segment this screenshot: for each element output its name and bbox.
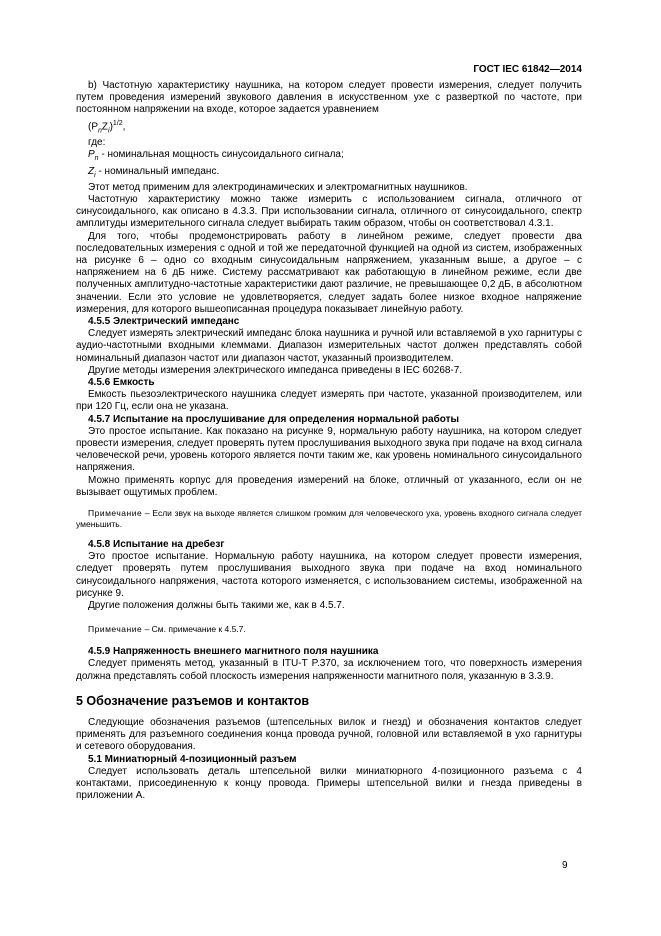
where-label: где: [88,137,106,149]
paragraph: Другие методы измерения электрического импеданса приведены в IEC 60268-7. [88,364,463,376]
paragraph: Это простое испытание. Как показано на рисунке 9, нормальную работу наушника, на котором следует провести измерения, следует проверять путем прослушивания выходного звука при подаче на вход сигнала человеческой речи, уровень которого является почти таким же, как уровень номинального синусоидального напряжения. [76,425,583,474]
paragraph: Для того, чтобы продемонстрировать работу в линейном режиме, следует провести два последовательных измерения с одной и той же передаточной функцией на одной из систем, изображенных на рисунке 6 – одно со входным синусоидальным напряжением, указанным выше, а другое – с напряжением на 6 дБ ниже. Систему рассматривают как работающую в линейном режиме, если две полученных амплитудно-частотные характеристики дают различие, не превышающее 0,2 дБ, в абсолютном значении. Если это условие не удовлетворяется, следует задать более низкое входное напряжение измерения, для которого вышеописанная процедура показывает линейную работу. [76,230,582,315]
section-heading-4-5-9: 4.5.9 Напряженность внешнего магнитного поля наушника [88,646,379,658]
paragraph: Следующие обозначения разъемов (штепсельных вилок и гнезд) и обозначения контактов следует применять для разъемного соединения конца провода ручной, головной или вставляемой в ухо гарнитуры и сетевого оборудования. [76,717,582,753]
document-header: ГОСТ IEC 61842—2014 [473,64,582,75]
document-body [76,80,582,802]
paragraph: Можно применять корпус для проведения измерений на блоке, отличный от указанного, если он не вызывает ощутимых проблем. [76,474,582,498]
page-number: 9 [562,860,568,871]
paragraph: Следует измерять электрический импеданс блока наушника и ручной или вставляемой в ухо гарнитуры с аудио-частотными входными клеммами. Диапазон измерительных частот должен представлять собой номинальный диапазон частот или диапазон частот, указанный производителем. [76,328,582,364]
section-heading-4-5-5: 4.5.5 Электрический импеданс [88,315,240,327]
section-heading-4-5-7: 4.5.7 Испытание на прослушивание для определения нормальной работы [88,413,460,425]
section-heading-5-1: 5.1 Миниатюрный 4-позиционный разъем [88,753,297,765]
paragraph: Этот метод применим для электродинамических и электромагнитных наушников. [88,181,468,193]
paragraph: Частотную характеристику можно также измерить с использованием сигнала, отличного от синусоидального, как описано в 4.3.3. При использовании сигнала, отличного от синусоидального, спектр амплитуды измерительного сигнала следует выбирать таким образом, чтобы он соответствовал 4.3.1. [76,193,582,230]
note: Примечание – См. примечание к 4.5.7. [88,624,246,635]
paragraph: b) Частотную характеристику наушника, на котором следует провести измерения, следует получить путем проведения измерений звукового давления в искусственном ухе с разверткой по частоте, при постоянном напряжении на входе, которое задается уравнением [76,80,582,116]
formula: $(P_nZ_i)^{1/2}$, [88,119,126,134]
note: Примечание – Если звук на выходе является слишком громким для человеческого уха, уровень входного сигнала следует уменьшить. [76,508,582,530]
paragraph: Другие положения должны быть такими же, как в 4.5.7. [88,600,345,612]
paragraph: Следует использовать деталь штепсельной вилки миниатюрного 4-позиционного разъема с 4 контактами, присоединенную к концу провода. Примеры штепсельной вилки и гнезда приведены в приложении А. [76,765,582,802]
paragraph: Следует применять метод, указанный в ITU-T P.370, за исключением того, что поверхность измерения должна представлять собой плоскость измерения напряженности магнитного поля, указанную в 3.3.9. [76,658,582,682]
definition-zi: $Z_i$ - номинальный импеданс. [88,165,220,179]
section-heading-4-5-6: 4.5.6 Емкость [88,377,155,388]
paragraph: Это простое испытание. Нормальную работу наушника, на котором следует провести измерения, следует проверять путем прослушивания выходного звука при подаче на вход номинального синусоидального напряжения, частота которого изменяется, с использованием системы, изображенной на рисунке 9. [76,551,582,599]
definition-pn: $P_n$ - номинальная мощность синусоидального сигнала; [88,149,344,163]
paragraph: Емкость пьезоэлектрического наушника следует измерять при частоте, указанной производителем, или при 120 Гц, если она не указана. [76,389,582,413]
section-heading-4-5-8: 4.5.8 Испытание на дребезг [88,539,225,551]
section-heading-5: 5 Обозначение разъемов и контактов [76,693,310,708]
